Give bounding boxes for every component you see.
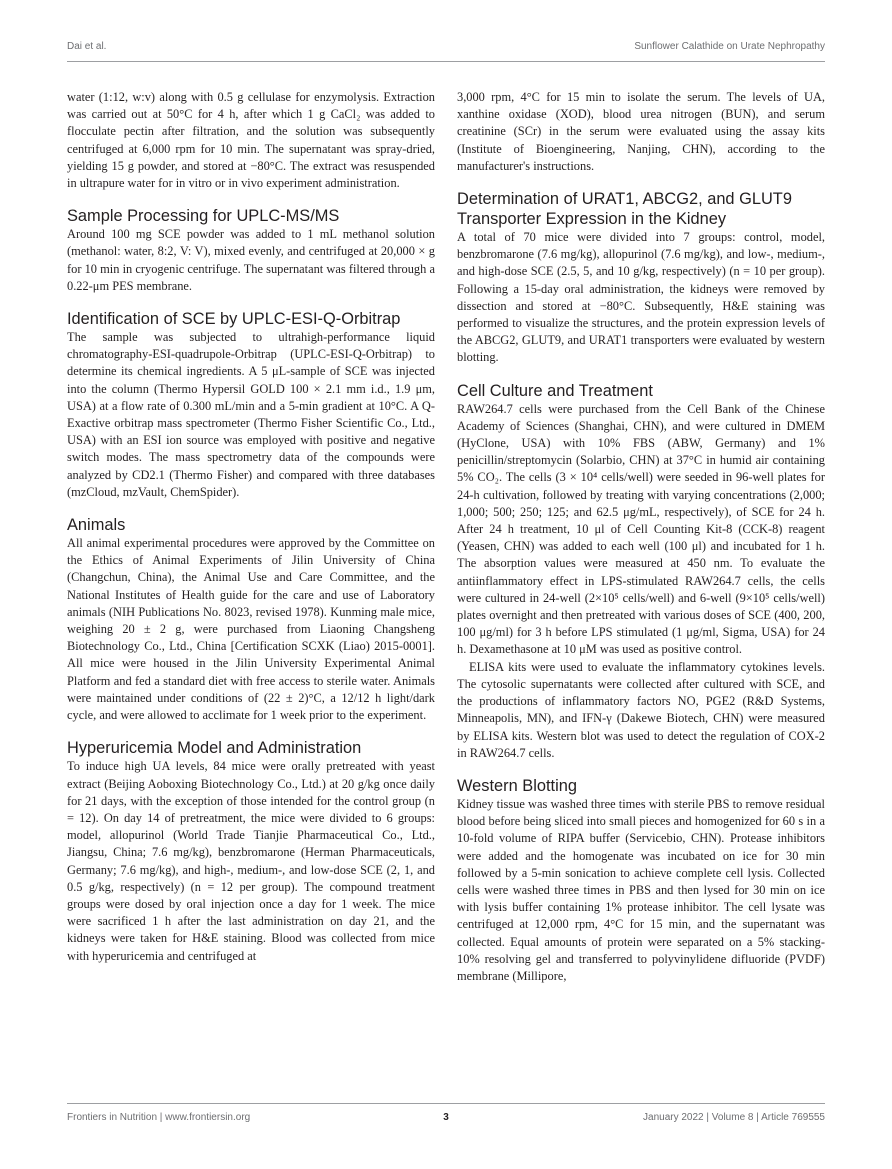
paragraph: ELISA kits were used to evaluate the inflammatory cytokines levels. The cytosolic supernatants were collected after cultured with SCE, and the productions of inflammatory factors NO, PGE2 (R&D Systems, Minneapolis, MN), and IFN-γ (Dakewe Biotech, CHN) were measured by ELISA kits. Western blot was used to detect the regulation of COX-2 in RAW264.7 cells.	[457, 659, 825, 760]
paragraph: To induce high UA levels, 84 mice were orally pretreated with yeast extract (Beijing Aoboxing Biotechnology Co., Ltd.) at 20 g/kg once daily for 21 days, with the exception of those intended for the control group (n = 12). On day 14 of pretreatment, the mice were divided to 6 groups: model, allopurinol (World Trade Tianjie Pharmaceutical Co., Ltd., Jiangsu, China; 7.6 mg/kg), benzbromarone (Herman Pharmaceuticals, Germany; 7.6 mg/kg), and high-, medium-, and low-dose SCE (2, 1, and 0.5 g/kg, respectively) (n = 12 per group). The compound treatment groups were dosed by oral injection once a day for 1 week. The mice were sacrificed 1 h after the last administration on day 21, and the kidneys were taken for H&E staining. Blood was collected from mice with hyperuricemia and centrifuged at	[67, 759, 435, 963]
paragraph: water (1:12, w:v) along with 0.5 g cellulase for enzymolysis. Extraction was carried out at 50°C for 4 h, after which 1 g CaCl₂ was added to flocculate pectin after filtration, and the solution was subsequently centrifuged at 6,000 rpm for 10 min. The supernatant was spray-dried, yielding 15 g powder, and stored at −80°C. The extract was resuspended in ultrapure water for in vitro or in vivo experiment administration.	[67, 90, 435, 191]
footer-journal: Frontiers in Nutrition | www.frontiersin.org	[67, 1112, 251, 1123]
paragraph: Around 100 mg SCE powder was added to 1 mL methanol solution (methanol: water, 8:2, V: V), mixed evenly, and centrifuged at 20,000 × g for 10 min in cryogenic centrifuge. The supernatant was filtered through a 0.22-μm PES membrane.	[67, 227, 435, 293]
section-heading-cell-culture: Cell Culture and Treatment	[457, 381, 653, 400]
section-heading-hyperuricemia: Hyperuricemia Model and Administration	[67, 739, 362, 758]
running-header-title: Sunflower Calathide on Urate Nephropathy	[634, 41, 825, 52]
paragraph: 3,000 rpm, 4°C for 15 min to isolate the serum. The levels of UA, xanthine oxidase (XOD), blood urea nitrogen (BUN), and serum creatinine (SCr) in the serum were evaluated using the assay kits (Institute of Bioengineering, Nanjing, CHN), according to the manufacturer's instructions.	[457, 90, 825, 173]
paragraph: A total of 70 mice were divided into 7 groups: control, model, benzbromarone (7.6 mg/kg), allopurinol (7.6 mg/kg), and low-, medium-, and high-dose SCE (2.5, 5, and 10 g/kg, respectively) (n = 10 per group). Following a 15-day oral administration, the kidneys were removed by dissection and stored at −80°C. Subsequently, H&E staining was performed to visualize the structures, and the protein expression levels of the ABCG2, GLUT9, and URAT1 transporters were evaluated by western blotting.	[457, 230, 825, 365]
paragraph: All animal experimental procedures were approved by the Committee on the Ethics of Animal Experiments of Jilin University of China (Changchun, China), the Animal Use and Care Committee, and the National Institutes of Health guide for the care and use of Laboratory animals (NIH Publications No. 8023, revised 1978). Kunming male mice, weighing 20 ± 2 g, were purchased from Liaoning Changsheng Biotechnology Co., Ltd., China [Certification SCXK (Liao) 2015-0001]. All mice were housed in the Jilin University Experimental Animal Platform and fed a standard diet with free access to sterile water. Animals were maintained under conditions of (22 ± 2)°C, a 12/12 h light/dark cycle, and were allowed to acclimate for 1 week prior to the experiment.	[67, 536, 435, 723]
header-rule	[67, 61, 825, 62]
running-header-authors: Dai et al.	[67, 41, 107, 52]
left-column	[67, 89, 435, 965]
footer-rule	[67, 1103, 825, 1104]
right-column	[457, 89, 825, 985]
section-heading-identification: Identification of SCE by UPLC-ESI-Q-Orbitrap	[67, 310, 401, 329]
section-heading-sample-processing: Sample Processing for UPLC-MS/MS	[67, 207, 340, 226]
page-number: 3	[443, 1112, 449, 1123]
paragraph: RAW264.7 cells were purchased from the Cell Bank of the Chinese Academy of Sciences (Shanghai, CHN), and were cultured in DMEM (HyClone, USA) with 10% FBS (ABW, Germany) and 1% penicillin/streptomycin (Solarbio, CHN) at 37°C in humid air containing 5% CO₂. The cells (3 × 10⁴ cells/well) were seeded in 96-well plates for 24-h cultivation, followed by treating with varying concentrations (2,000; 1,000; 500; 250; 125; and 62.5 μg/mL, respectively), of SCE for 24 h. After 24 h treatment, 10 μl of Cell Counting Kit-8 (CCK-8) reagent (Yeasen, CHN) was added to each well (100 μl) and incubated for 1 h. The absorption values were measured at 450 nm. To evaluate the antiinflammatory effect in LPS-stimulated RAW264.7 cells, the cells were cultured in 24-well (2×10⁵ cells/well) and 6-well (9×10⁵ cells/well) plates overnight and then pretreated with various doses of SCE (400, 200, 100 μg/ml) for 3 h before LPS stimulated (1 μg/ml, Sigma, USA) for 24 h. Dexamethasone at 10 μM was used as positive control.	[457, 401, 825, 657]
section-heading-transporter-expression: Determination of URAT1, ABCG2, and GLUT9 Transporter Expression in the Kidney	[457, 190, 792, 229]
paragraph: Kidney tissue was washed three times with sterile PBS to remove residual blood before being sliced into small pieces and homogenized for 60 s in a 10-fold volume of RIPA buffer (Servicebio, CHN). Protease inhibitors were added and the homogenate was incubated on ice for 30 min followed by a 5-min sonication to achieve complete cell lysis. Collected cells were washed three times in PBS and then lysed for 30 min on ice with lysis buffer containing 1% protease inhibitor. The cell lysate was centrifuged at 12,000 rpm, 4°C for 15 min, and the supernatant was collected. Equal amounts of protein were separated on a 5% stacking-10% resolving gel and transferred to polyvinylidene difluoride (PVDF) membrane (Millipore,	[457, 796, 825, 983]
section-heading-western-blotting: Western Blotting	[457, 776, 577, 795]
paragraph: The sample was subjected to ultrahigh-performance liquid chromatography-ESI-quadrupole-Orbitrap (UPLC-ESI-Q-Orbitrap) to determine its chemical ingredients. A 5 μL-sample of SCE was injected into the column (Thermo Hypersil GOLD 100 × 2.1 mm i.d., 1.9 μm, USA) at a flow rate of 0.300 mL/min and a 5-min gradient at 10°C. A Q-Exactive orbitrap mass spectrometer (Thermo Fisher Scientific Co., Ltd., USA) with an ESI ion source was employed with positive and negative switch modes. The mass spectrometry data of the compounds were analyzed by CD2.1 (Thermo Fisher) and compared with three databases (mzCloud, mzVault, ChemSpider).	[67, 330, 435, 499]
footer-issue: January 2022 | Volume 8 | Article 769555	[643, 1112, 825, 1123]
section-heading-animals: Animals	[67, 516, 126, 535]
